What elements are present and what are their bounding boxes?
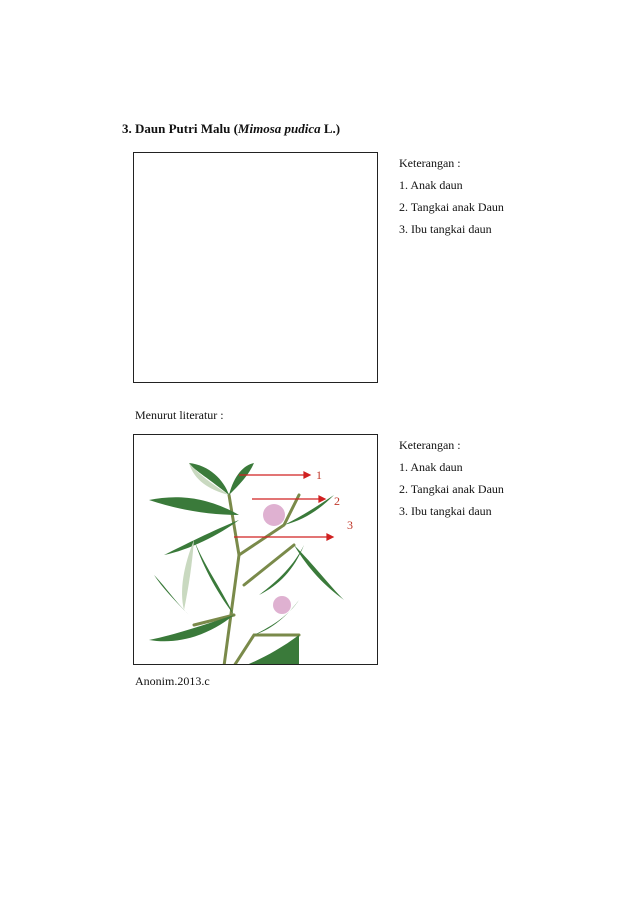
flower-head — [263, 504, 285, 526]
legend-item: 1. Anak daun — [399, 178, 463, 192]
observation-image-frame — [133, 152, 378, 383]
section-number: 3. — [122, 121, 132, 136]
literature-legend — [399, 434, 504, 522]
mimosa-plant-illustration — [134, 435, 378, 665]
section-title-prefix: Daun Putri Malu ( — [135, 121, 238, 136]
flower-head — [273, 596, 291, 614]
image-source: Anonim.2013.c — [135, 674, 210, 688]
literature-image-frame — [133, 434, 378, 665]
legend-item: 2. Tangkai anak Daun — [399, 482, 504, 496]
section-heading — [122, 121, 340, 137]
pointer-label-2: 2 — [334, 494, 340, 508]
literature-label: Menurut literatur : — [135, 408, 224, 422]
species-name: Mimosa pudica — [237, 121, 321, 136]
pointer-label-3: 3 — [347, 518, 353, 532]
legend-item: 3. Ibu tangkai daun — [399, 222, 492, 236]
legend-item: 3. Ibu tangkai daun — [399, 504, 492, 518]
section-title-suffix: L.) — [320, 121, 341, 136]
legend-item: 1. Anak daun — [399, 460, 463, 474]
pointer-label-1: 1 — [316, 468, 322, 482]
observation-legend — [399, 152, 504, 240]
legend-title: Keterangan : — [399, 156, 461, 170]
legend-title: Keterangan : — [399, 438, 461, 452]
legend-item: 2. Tangkai anak Daun — [399, 200, 504, 214]
